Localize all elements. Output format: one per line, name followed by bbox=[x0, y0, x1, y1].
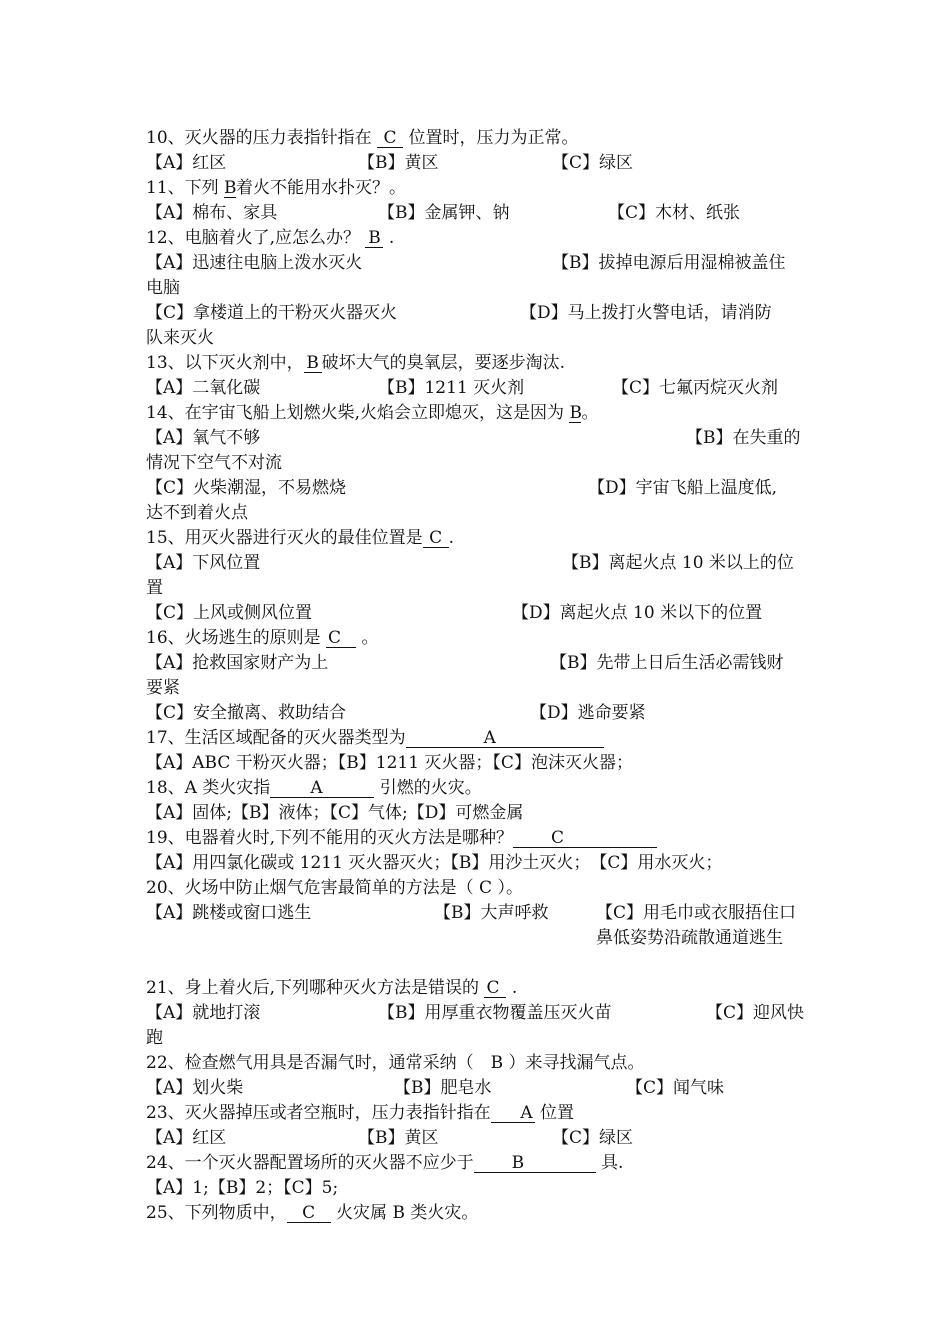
option-b: 【B】先带上日后生活必需钱财 bbox=[550, 653, 784, 673]
option-c: 【C】绿区 bbox=[552, 153, 634, 173]
option-b: 【B】在失重的 bbox=[686, 428, 801, 448]
option-c: 【C】绿区 bbox=[552, 1128, 634, 1148]
option-a: 【A】抢救国家财产为上 bbox=[146, 653, 329, 673]
question-20: 20、火场中防止烟气危害最简单的方法是（ C ）。 bbox=[146, 878, 523, 898]
option-a: 【A】迅速往电脑上泼水灭火 bbox=[146, 253, 363, 273]
question-12: 12、电脑着火了,应怎么办？ B . bbox=[146, 228, 395, 248]
options-row: 【A】固体;【B】液体；【C】气体;【D】可燃金属 bbox=[146, 803, 524, 823]
question-10: 10、灭火器的压力表指针指在 C 位置时，压力为正常。 bbox=[146, 128, 579, 148]
option-b: 【B】1211 灭火剂 bbox=[378, 378, 525, 398]
answer-blank: C bbox=[423, 529, 449, 548]
option-b: 【B】金属钾、钠 bbox=[378, 203, 510, 223]
question-14: 14、在宇宙飞船上划燃火柴,火焰会立即熄灭，这是因为 B。 bbox=[146, 403, 599, 423]
option-b: 【B】用厚重衣物覆盖压灭火苗 bbox=[378, 1003, 612, 1023]
option-continuation: 达不到着火点 bbox=[146, 503, 248, 523]
option-a: 【A】下风位置 bbox=[146, 553, 261, 573]
option-b: 【B】黄区 bbox=[358, 153, 439, 173]
option-c: 【C】迎风快 bbox=[706, 1003, 805, 1023]
answer-blank: B bbox=[304, 354, 322, 373]
options-row bbox=[146, 651, 808, 676]
option-a: 【A】氧气不够 bbox=[146, 428, 261, 448]
option-b: 【B】离起火点 10 米以上的位 bbox=[562, 553, 794, 573]
option-d: 【D】逃命要紧 bbox=[530, 703, 646, 723]
question-18: 18、A 类火灾指 A 引燃的火灾。 bbox=[146, 778, 482, 798]
answer-blank: A bbox=[270, 779, 374, 798]
question-21: 21、身上着火后,下列哪种灭火方法是错误的 C . bbox=[146, 978, 518, 998]
options-row bbox=[146, 1126, 808, 1151]
answer-blank: C bbox=[484, 979, 506, 998]
question-22: 22、检查燃气用具是否漏气时，通常采纳（ B ）来寻找漏气点。 bbox=[146, 1053, 645, 1073]
option-a: 【A】棉布、家具 bbox=[146, 203, 278, 223]
question-19: 19、电器着火时,下列不能用的灭火方法是哪种？ C bbox=[146, 826, 808, 851]
option-continuation: 电脑 bbox=[146, 278, 180, 298]
answer-blank: C bbox=[513, 829, 657, 848]
answer-blank: A bbox=[491, 1104, 535, 1123]
option-c: 【C】上风或侧风位置 bbox=[146, 603, 313, 623]
question-17: 17、生活区域配备的灭火器类型为 A bbox=[146, 726, 808, 751]
answer-blank: B bbox=[224, 178, 237, 198]
option-a: 【A】跳楼或窗口逃生 bbox=[146, 903, 312, 923]
options-row bbox=[146, 201, 808, 226]
option-continuation: 要紧 bbox=[146, 678, 180, 698]
option-continuation: 置 bbox=[146, 578, 163, 598]
options-row: 【A】用四氯化碳或 1211 灭火器灭火；【B】用沙土灭火； 【C】用水灭火； bbox=[146, 853, 723, 873]
answer-blank: C bbox=[287, 1204, 331, 1223]
options-row bbox=[146, 476, 808, 501]
options-row bbox=[146, 901, 808, 976]
options-row bbox=[146, 701, 808, 726]
option-c: 【C】安全撤离、救助结合 bbox=[146, 703, 347, 723]
options-row bbox=[146, 301, 808, 326]
option-c: 【C】火柴潮湿，不易燃烧 bbox=[146, 478, 347, 498]
option-d: 【D】离起火点 10 米以下的位置 bbox=[512, 603, 763, 623]
option-b: 【B】黄区 bbox=[358, 1128, 439, 1148]
document-page bbox=[146, 126, 808, 1226]
answer-blank: B bbox=[474, 1154, 596, 1173]
options-row bbox=[146, 601, 808, 626]
options-row: 【A】1;【B】2；【C】5; bbox=[146, 1178, 339, 1198]
option-c: 【C】木材、纸张 bbox=[608, 203, 741, 223]
option-a: 【A】划火柴 bbox=[146, 1078, 244, 1098]
option-continuation: 情况下空气不对流 bbox=[146, 453, 282, 473]
option-a: 【A】就地打滚 bbox=[146, 1003, 261, 1023]
option-d: 【D】宇宙飞船上温度低, bbox=[588, 478, 778, 498]
answer-blank: C bbox=[326, 629, 356, 648]
option-b: 【B】肥皂水 bbox=[394, 1078, 492, 1098]
options-row bbox=[146, 251, 808, 276]
options-row bbox=[146, 151, 808, 176]
question-11: 11、下列 B着火不能用水扑灭？。 bbox=[146, 178, 407, 198]
question-24: 24、一个灭火器配置场所的灭火器不应少于 B 具. bbox=[146, 1153, 624, 1173]
options-row bbox=[146, 1001, 808, 1026]
answer-blank: B bbox=[365, 229, 383, 248]
options-row bbox=[146, 426, 808, 451]
option-b: 【B】拔掉电源后用湿棉被盖住 bbox=[552, 253, 786, 273]
options-row: 【A】ABC 干粉灭火器；【B】1211 灭火器；【C】泡沫灭火器； bbox=[146, 753, 633, 773]
option-c: 【C】七氟丙烷灭火剂 bbox=[612, 378, 779, 398]
option-continuation: 队来灭火 bbox=[146, 328, 214, 348]
option-c: 【C】闻气味 bbox=[626, 1078, 725, 1098]
option-a: 【A】红区 bbox=[146, 153, 227, 173]
answer-blank: A bbox=[406, 729, 604, 748]
option-d: 【D】马上拨打火警电话，请消防 bbox=[520, 303, 772, 323]
option-c: 【C】拿楼道上的干粉灭火器灭火 bbox=[146, 303, 398, 323]
option-a: 【A】二氧化碳 bbox=[146, 378, 261, 398]
question-25: 25、下列物质中， C 火灾属 B 类火灾。 bbox=[146, 1203, 479, 1223]
options-row bbox=[146, 376, 808, 401]
question-13: 13、以下灭火剂中， B 破坏大气的臭氧层，要逐步淘汰. bbox=[146, 353, 566, 373]
option-a: 【A】红区 bbox=[146, 1128, 227, 1148]
question-15: 15、用灭火器进行灭火的最佳位置是 C . bbox=[146, 528, 455, 548]
option-b: 【B】大声呼救 bbox=[434, 903, 549, 923]
option-c: 【C】用毛巾或衣服捂住口鼻低姿势沿疏散通道逃生 bbox=[596, 903, 797, 948]
question-23: 23、灭火器掉压或者空瓶时，压力表指针指在 A 位置 bbox=[146, 1103, 575, 1123]
options-row bbox=[146, 551, 808, 576]
answer-blank: B bbox=[569, 403, 582, 423]
question-16: 16、火场逃生的原则是 C 。 bbox=[146, 628, 379, 648]
option-continuation: 跑 bbox=[146, 1028, 163, 1048]
options-row bbox=[146, 1076, 808, 1101]
answer-blank: C bbox=[377, 129, 403, 148]
